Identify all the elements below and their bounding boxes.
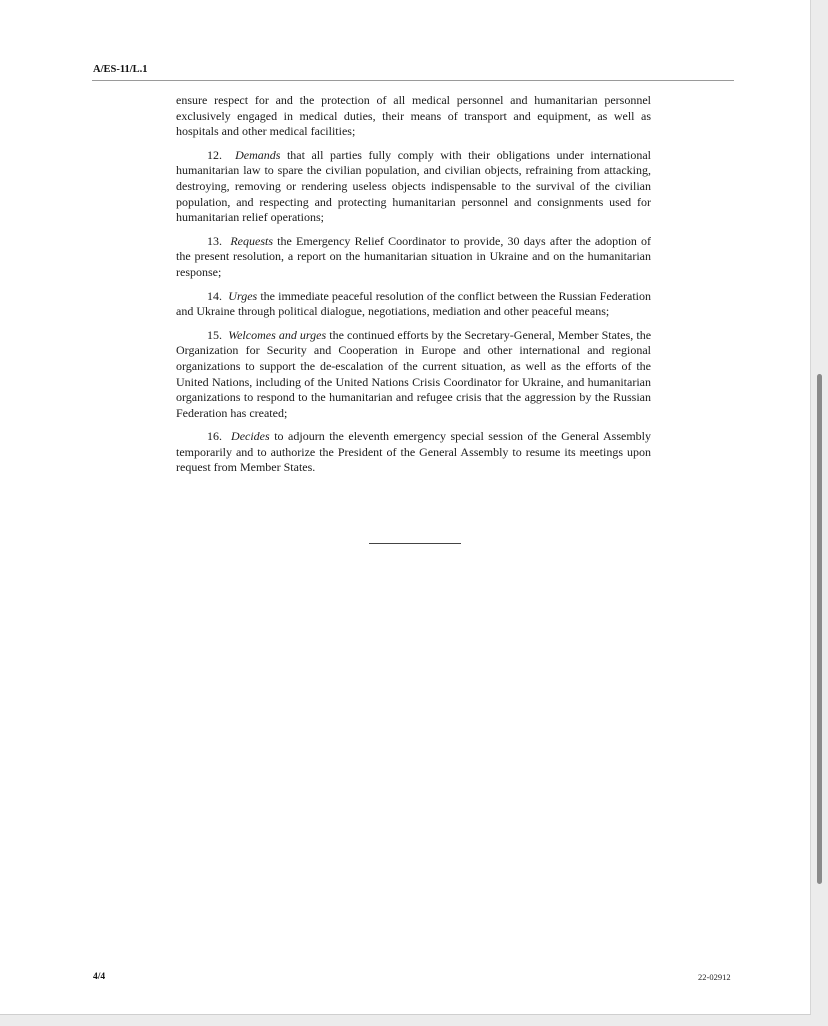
header-rule [92, 80, 734, 81]
paragraph-text: that all parties fully comply with their obligations under international humanitarian law to spare the civilian population, and civilian objects, refraining from attacking, destroying, removing or rendering useless objects indispensable to the survival of the civilian population, and respecting and protecting humanitarian personnel and consignments used for humanitarian relief operations; [176, 147, 652, 225]
scrollbar-thumb[interactable] [817, 374, 822, 884]
end-of-document-rule [369, 543, 461, 544]
operative-verb: Requests [230, 233, 273, 248]
resolution-body [176, 93, 651, 484]
document-symbol: A/ES-11/L.1 [93, 64, 148, 75]
paragraph-text: the continued efforts by the Secretary-General, Member States, the Organization for Security and Cooperation in Europe and other international and regional organizations to support the de-escalation of the current situation, as well as the efforts of the United Nations, including of the United Nations Crisis Coordinator for Ukraine, and humanitarian organizations to respond to the humanitarian and refugee crisis that the aggression by the Russian Federation has created; [176, 327, 652, 420]
paragraph-number: 16. [207, 429, 222, 444]
operative-verb: Demands [235, 147, 281, 162]
operative-verb: Decides [231, 429, 270, 444]
paragraph-14 [176, 289, 651, 320]
paragraph-number: 15. [207, 327, 222, 342]
paragraph-text: the Emergency Relief Coordinator to provide, 30 days after the adoption of the present resolution, a report on the humanitarian situation in Ukraine and on the humanitarian response; [176, 233, 652, 279]
paragraph-number: 14. [207, 288, 222, 303]
paragraph-11-continued: ensure respect for and the protection of all medical personnel and humanitarian personnel exclusively engaged in medical duties, their means of transport and equipment, as well as hospitals and other medical facilities; [176, 93, 651, 139]
paragraph-number: 12. [207, 147, 222, 162]
paragraph-12 [176, 148, 651, 226]
paragraph-text: the immediate peaceful resolution of the conflict between the Russian Federation and Ukraine through political dialogue, negotiations, mediation and other peaceful means; [176, 288, 652, 319]
paragraph-number: 13. [207, 233, 222, 248]
page-number: 4/4 [93, 972, 106, 982]
job-number: 22-02912 [698, 972, 731, 982]
operative-verb: Welcomes and urges [228, 327, 327, 342]
paragraph-text: to adjourn the eleventh emergency special session of the General Assembly temporarily and to authorize the President of the General Assembly to resume its meetings upon request from Member States. [176, 429, 652, 475]
paragraph-13 [176, 234, 651, 281]
operative-verb: Urges [228, 288, 258, 303]
paragraph-15 [176, 328, 651, 422]
paragraph-16 [176, 429, 651, 476]
